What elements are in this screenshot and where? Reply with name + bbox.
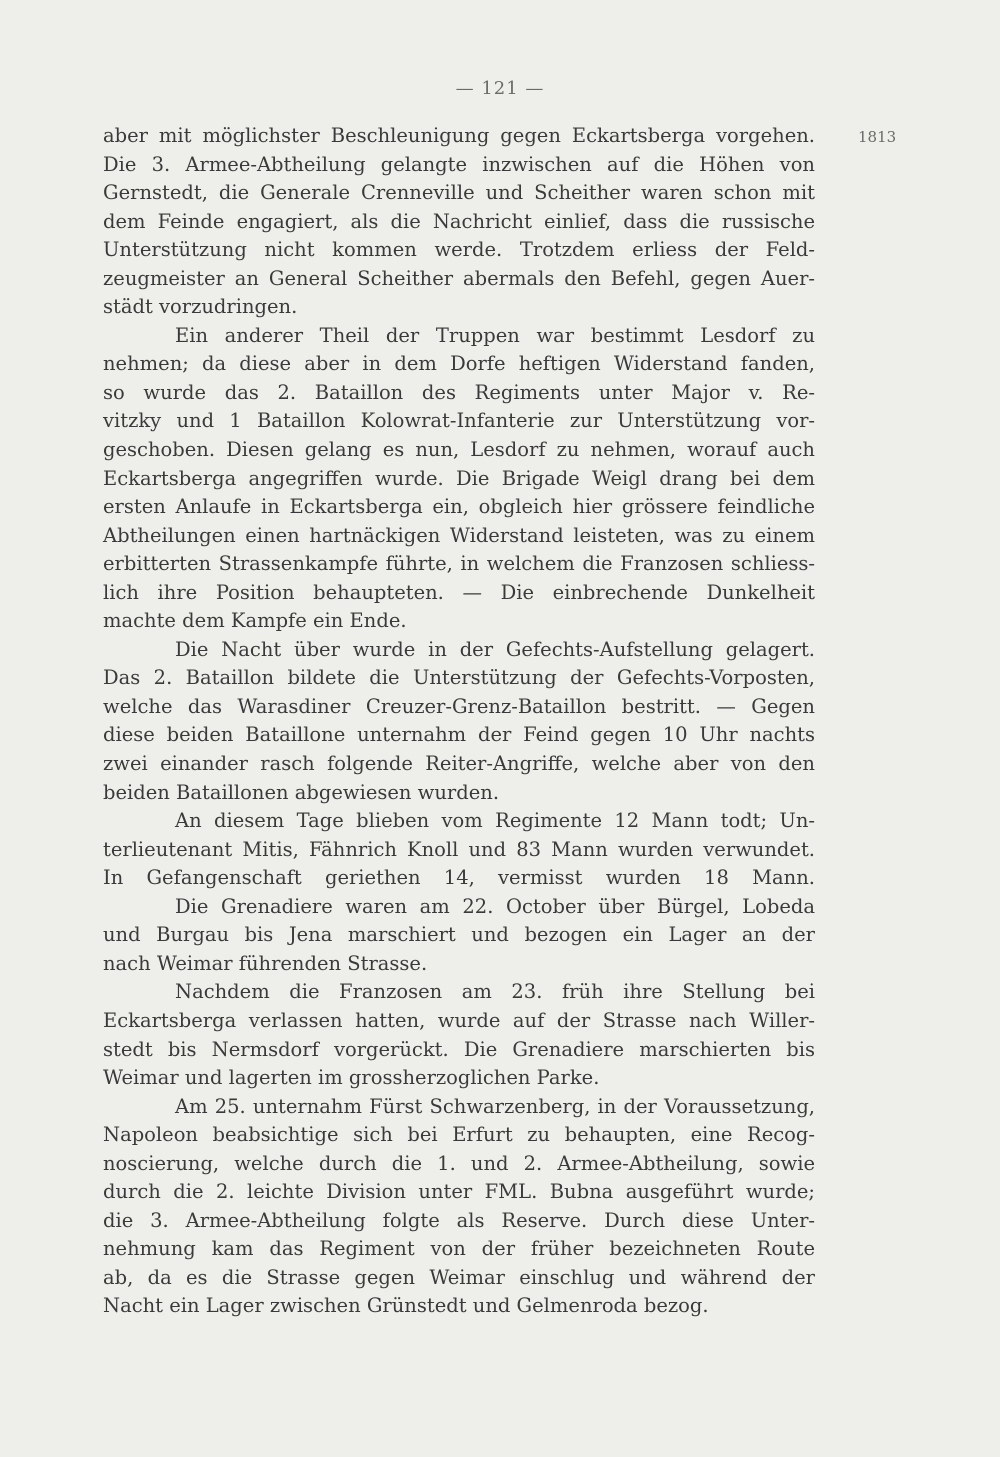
- text-line: Nacht ein Lager zwischen Grünstedt und Gelmenroda bezog.: [103, 1294, 709, 1318]
- text-line: erbitterten Strassenkampfe führte, in welchem die Franzosen schliess-: [103, 552, 815, 576]
- text-line: die 3. Armee-Abtheilung folgte als Reserve. Durch diese Unter-: [103, 1208, 815, 1232]
- text-line: geschoben. Diesen gelang es nun, Lesdorf zu nehmen, worauf auch: [103, 438, 815, 462]
- text-line: nehmen; da diese aber in dem Dorfe heftigen Widerstand fanden,: [103, 352, 815, 376]
- text-line: vitzky und 1 Bataillon Kolowrat-Infanterie zur Unterstützung vor-: [103, 409, 815, 433]
- text-line: zeugmeister an General Scheither abermals den Befehl, gegen Auer-: [103, 266, 815, 290]
- text-line: Die Nacht über wurde in der Gefechts-Aufstellung gelagert.: [175, 637, 815, 661]
- text-line: Unterstützung nicht kommen werde. Trotzdem erliess der Feld-: [103, 238, 815, 262]
- text-line: Am 25. unternahm Fürst Schwarzenberg, in der Voraussetzung,: [175, 1094, 815, 1118]
- text-line: Gernstedt, die Generale Crenneville und Scheither waren schon mit: [103, 181, 815, 205]
- text-line: terlieutenant Mitis, Fähnrich Knoll und 83 Mann wurden verwundet.: [103, 837, 815, 861]
- text-line: städt vorzudringen.: [103, 295, 298, 319]
- text-line: aber mit möglichster Beschleunigung gegen Eckartsberga vorgehen.: [103, 124, 815, 147]
- text-line: Ein anderer Theil der Truppen war bestimmt Lesdorf zu: [175, 323, 815, 347]
- text-line: Die 3. Armee-Abtheilung gelangte inzwischen auf die Höhen von: [103, 152, 815, 176]
- text-line: nehmung kam das Regiment von der früher bezeichneten Route: [103, 1237, 815, 1261]
- page-number: — 121 —: [455, 78, 545, 99]
- text-line: beiden Bataillonen abgewiesen wurden.: [103, 780, 500, 804]
- text-line: ersten Anlaufe in Eckartsberga ein, obgleich hier grössere feindliche: [103, 495, 815, 519]
- text-line: ab, da es die Strasse gegen Weimar einschlug und während der: [103, 1265, 815, 1289]
- text-line: Eckartsberga verlassen hatten, wurde auf der Strasse nach Willer-: [103, 1008, 815, 1032]
- text-line: stedt bis Nermsdorf vorgerückt. Die Grenadiere marschierten bis: [103, 1037, 815, 1061]
- text-line: machte dem Kampfe ein Ende.: [103, 609, 407, 633]
- text-line: Weimar und lagerten im grossherzoglichen Parke.: [103, 1066, 600, 1090]
- text-line: so wurde das 2. Bataillon des Regiments unter Major v. Re-: [103, 380, 815, 404]
- text-line: und Burgau bis Jena marschiert und bezogen ein Lager an der: [103, 923, 815, 947]
- text-line: An diesem Tage blieben vom Regimente 12 Mann todt; Un-: [175, 809, 815, 833]
- text-line: In Gefangenschaft geriethen 14, vermisst wurden 18 Mann.: [103, 866, 815, 890]
- text-line: diese beiden Bataillone unternahm der Feind gegen 10 Uhr nachts: [103, 723, 815, 747]
- text-line: zwei einander rasch folgende Reiter-Angriffe, welche aber von den: [103, 752, 815, 776]
- text-line: noscierung, welche durch die 1. und 2. Armee-Abtheilung, sowie: [103, 1151, 815, 1175]
- text-line: nach Weimar führenden Strasse.: [103, 951, 428, 975]
- text-line: dem Feinde engagiert, als die Nachricht einlief, dass die russische: [103, 209, 815, 233]
- text-line: Das 2. Bataillon bildete die Unterstützung der Gefechts-Vorposten,: [103, 666, 815, 690]
- text-line: lich ihre Position behaupteten. — Die einbrechende Dunkelheit: [103, 580, 815, 604]
- text-line: durch die 2. leichte Division unter FML. Bubna ausgeführt wurde;: [103, 1180, 815, 1204]
- text-line: Abtheilungen einen hartnäckigen Widerstand leisteten, was zu einem: [103, 523, 815, 547]
- body-text: [103, 122, 815, 1321]
- text-line: welche das Warasdiner Creuzer-Grenz-Bataillon bestritt. — Gegen: [103, 694, 815, 718]
- margin-year: 1813: [858, 128, 897, 146]
- text-line: Napoleon beabsichtige sich bei Erfurt zu behaupten, eine Recog-: [103, 1123, 815, 1147]
- text-line: Eckartsberga angegriffen wurde. Die Brigade Weigl drang bei dem: [103, 466, 815, 490]
- text-line: Die Grenadiere waren am 22. October über Bürgel, Lobeda: [175, 894, 815, 918]
- text-line: Nachdem die Franzosen am 23. früh ihre Stellung bei: [175, 980, 815, 1004]
